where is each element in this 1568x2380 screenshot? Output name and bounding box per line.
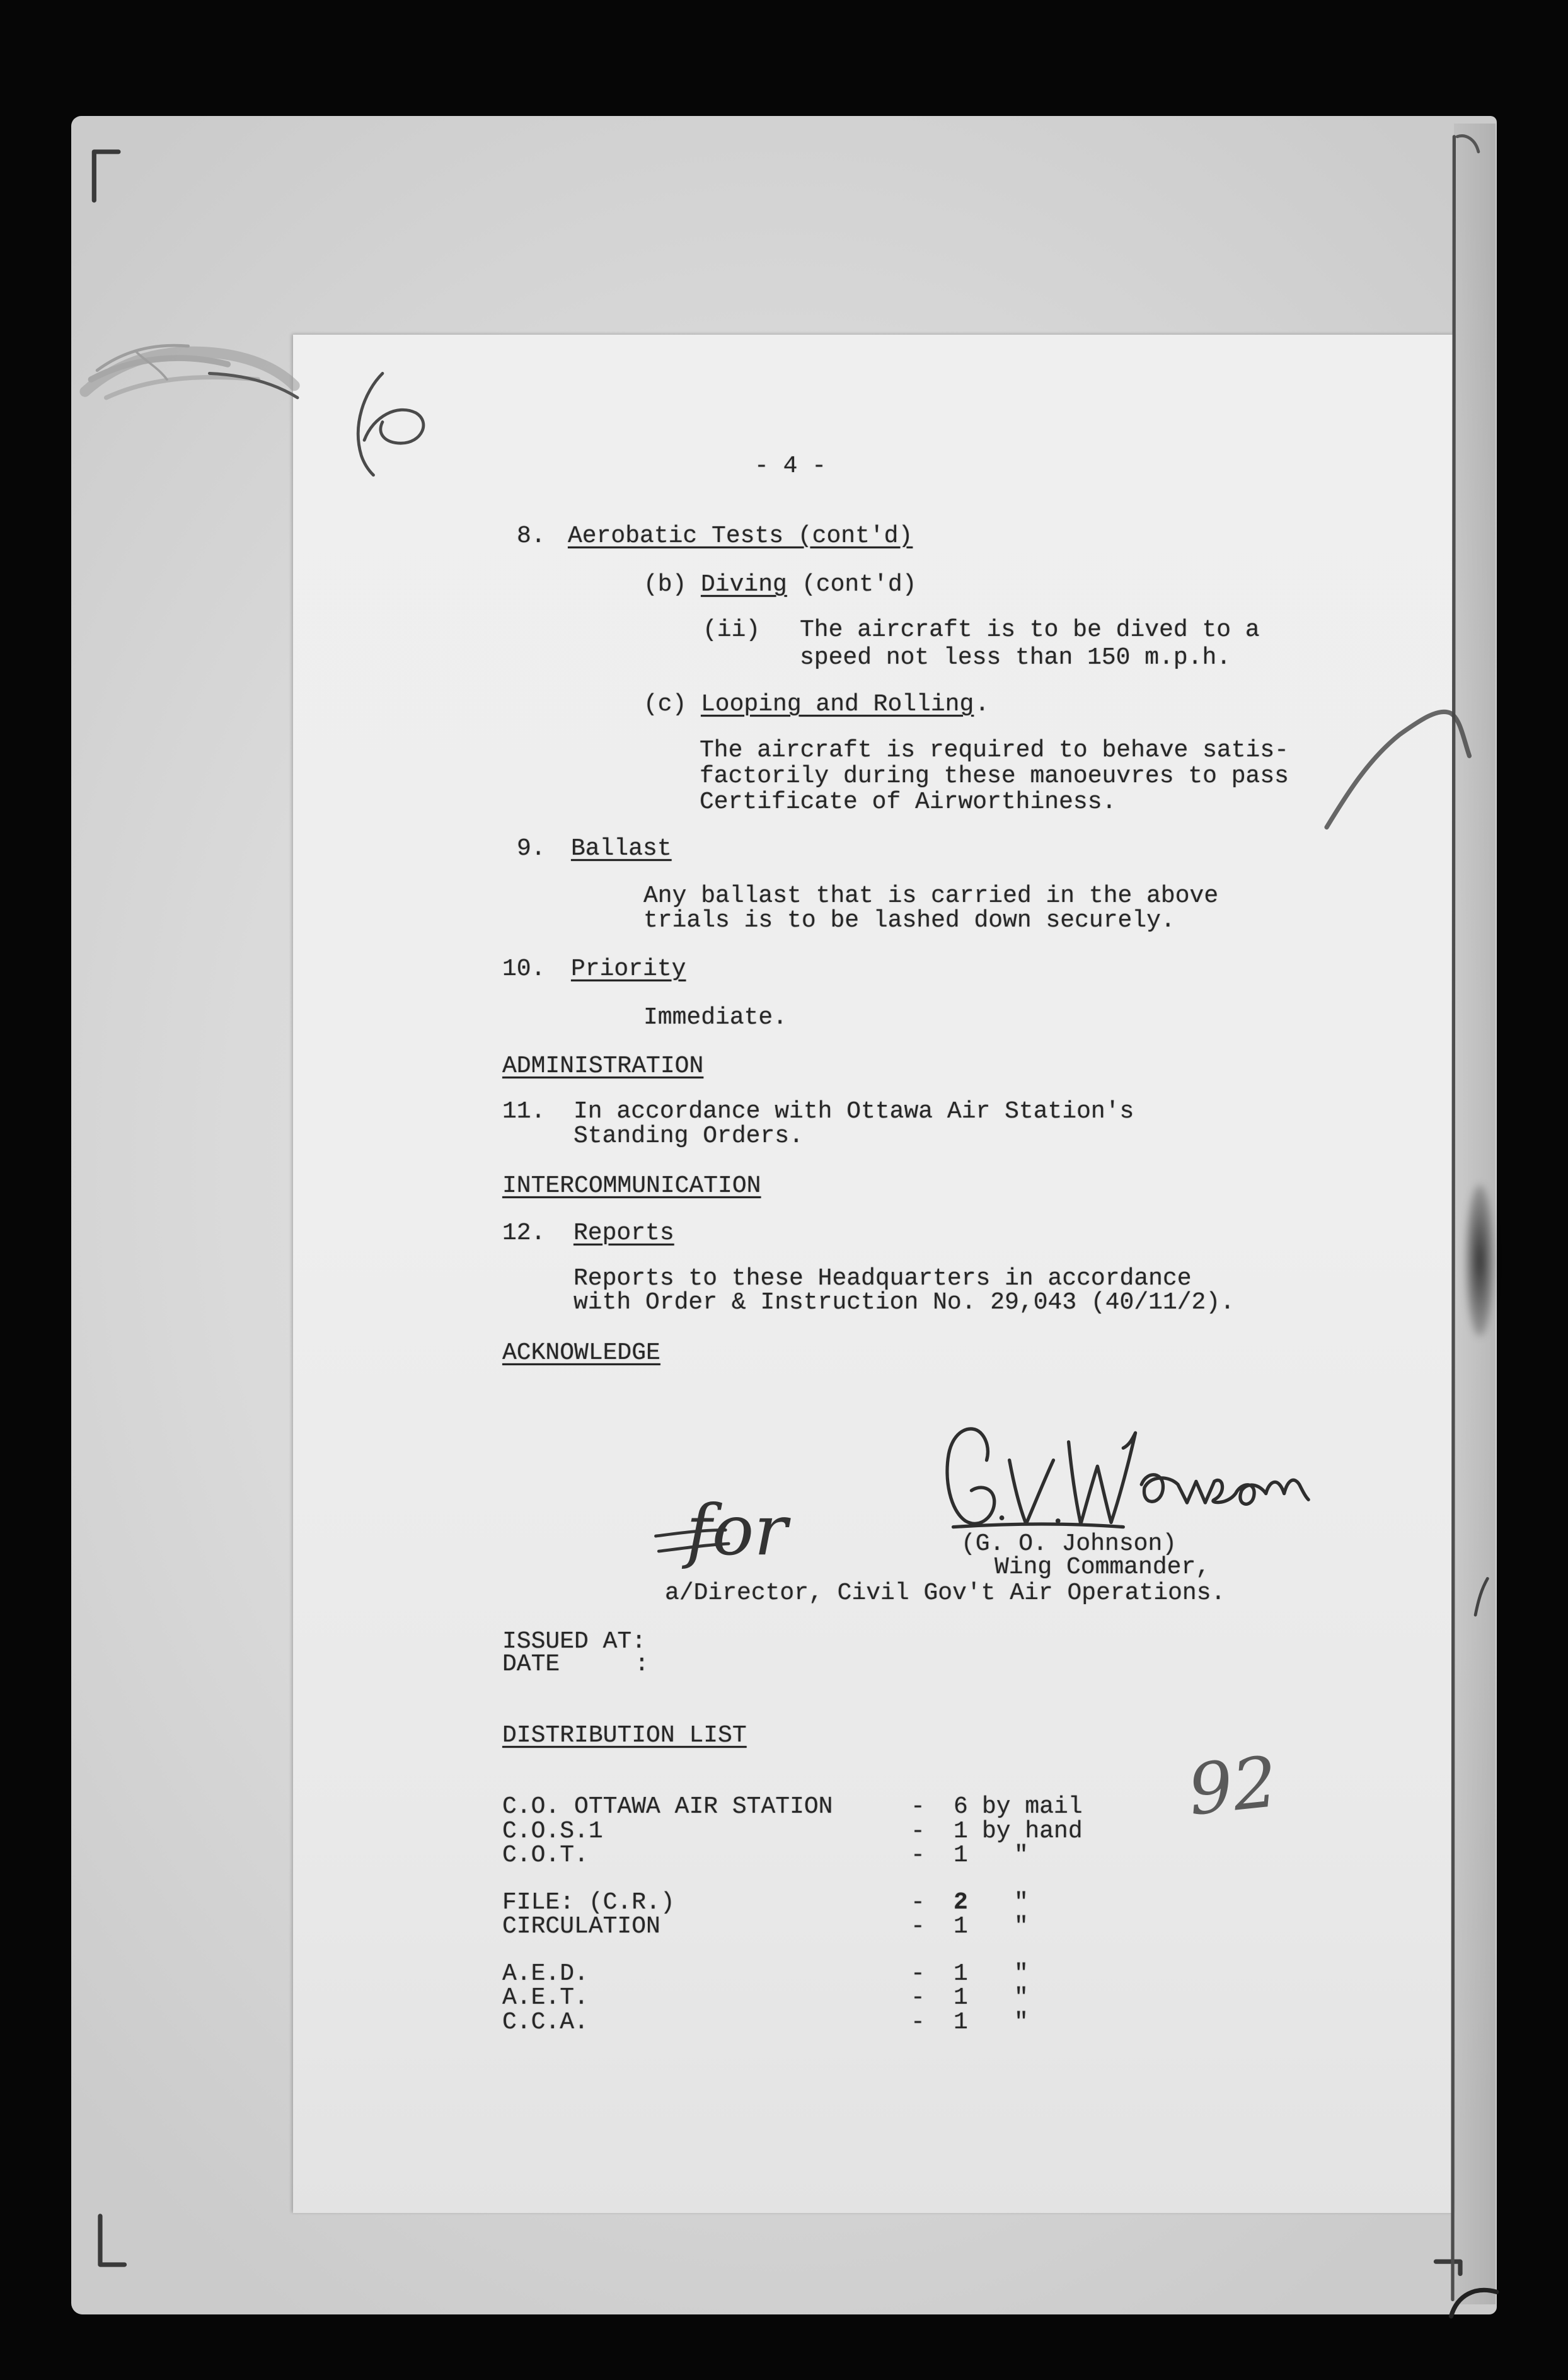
handwritten-page-mark [358, 373, 424, 475]
intercommunication-heading: INTERCOMMUNICATION [502, 1172, 761, 1199]
paragraph-line: factorily during these manoeuvres to pass [700, 763, 1289, 790]
signatory-rank: Wing Commander, [994, 1554, 1211, 1581]
handwritten-annotation: 92 [1184, 1741, 1281, 1832]
dash: - [911, 1793, 925, 1820]
copies: 1 [954, 2009, 968, 2036]
dash: - [911, 2009, 925, 2036]
copies: 1 [954, 1818, 968, 1845]
method-ditto: " [1014, 1960, 1029, 1987]
paragraph-line: In accordance with Ottawa Air Station's [574, 1098, 1134, 1125]
recipient: C.C.A. [502, 2009, 589, 2036]
method-ditto: " [1014, 2009, 1029, 2036]
recipient: C.O.T. [502, 1842, 589, 1869]
method-ditto: " [1014, 1889, 1029, 1916]
copies: 1 [954, 1960, 968, 1987]
item-text-line: speed not less than 150 m.p.h. [800, 644, 1231, 671]
recipient: CIRCULATION [502, 1913, 660, 1940]
subsection-title: Diving [701, 571, 787, 598]
corner-mark-top-right [1457, 136, 1479, 152]
section-number: 12. [502, 1220, 546, 1247]
recipient: C.O.S.1 [502, 1818, 603, 1845]
handwritten-for: for [686, 1489, 788, 1571]
copies: 1 [954, 1984, 968, 2011]
item-label: (ii) [703, 616, 761, 644]
acknowledge-heading: ACKNOWLEDGE [502, 1339, 660, 1366]
signature-dot [1000, 1515, 1005, 1520]
signatory-name: (G. O. Johnson) [961, 1530, 1177, 1557]
copies: 1 [954, 1913, 968, 1940]
pen-stroke-right [1327, 712, 1469, 827]
paragraph-line: Immediate. [643, 1004, 788, 1031]
subsection-label: (c) [643, 691, 687, 718]
section-number: 11. [502, 1098, 546, 1125]
subsection-suffix: (cont'd) [802, 571, 917, 598]
paragraph-line: Any ballast that is carried in the above [643, 882, 1219, 910]
paragraph-line: trials is to be lashed down securely. [643, 907, 1175, 934]
section-title: Priority [571, 956, 686, 983]
handwritten-signature [947, 1429, 1308, 1527]
backing-sheet-edge-line [1453, 137, 1454, 2300]
dash: - [911, 1889, 925, 1916]
method: by hand [982, 1818, 1083, 1845]
dash: - [911, 1818, 925, 1845]
recipient: C.O. OTTAWA AIR STATION [502, 1793, 833, 1820]
distribution-heading: DISTRIBUTION LIST [502, 1722, 747, 1749]
subsection-suffix: . [975, 691, 989, 718]
date-separator: : [635, 1651, 649, 1678]
paragraph-line: Certificate of Airworthiness. [700, 789, 1117, 816]
paragraph-line: with Order & Instruction No. 29,043 (40/11/2). [574, 1289, 1235, 1316]
item-text-line: The aircraft is to be dived to a [800, 616, 1260, 644]
method-ditto: " [1014, 1842, 1029, 1869]
recipient: A.E.T. [502, 1984, 589, 2011]
method-ditto: " [1014, 1984, 1029, 2011]
signatory-office: a/Director, Civil Gov't Air Operations. [665, 1580, 1226, 1607]
recipient: FILE: (C.R.) [502, 1889, 675, 1916]
method: by mail [982, 1793, 1083, 1820]
corner-mark-bottom-left [100, 2216, 125, 2265]
subsection-title: Looping and Rolling [701, 691, 974, 718]
dash: - [911, 1960, 925, 1987]
dash: - [911, 1984, 925, 2011]
copies: 2 [954, 1889, 968, 1916]
pen-mark-right [1475, 1578, 1487, 1615]
section-number: 10. [502, 956, 546, 983]
copies: 1 [954, 1842, 968, 1869]
section-number: 8. [517, 523, 546, 550]
method-ditto: " [1014, 1913, 1029, 1940]
corner-mark-bottom-right [1436, 2262, 1460, 2273]
section-title: Aerobatic Tests (cont'd) [568, 523, 913, 550]
recipient: A.E.D. [502, 1960, 589, 1987]
page-number: - 4 - [754, 453, 827, 480]
section-number: 9. [517, 835, 546, 862]
dash: - [911, 1842, 925, 1869]
section-title: Ballast [571, 835, 672, 862]
signature-dot [1056, 1518, 1061, 1523]
administration-heading: ADMINISTRATION [502, 1053, 704, 1080]
subsection-label: (b) [643, 571, 687, 598]
film-scratch-bottom-right [1451, 2290, 1497, 2316]
section-title: Reports [574, 1220, 674, 1247]
paragraph-line: The aircraft is required to behave satis- [700, 737, 1289, 764]
paragraph-line: Standing Orders. [574, 1123, 804, 1150]
issued-at-label: ISSUED AT: [502, 1628, 647, 1655]
dash: - [911, 1913, 925, 1940]
paragraph-line: Reports to these Headquarters in accordance [574, 1265, 1192, 1292]
date-label: DATE [502, 1651, 560, 1678]
copies: 6 [954, 1793, 968, 1820]
torn-paper-fibres [85, 345, 294, 398]
corner-mark-top-left [94, 152, 118, 200]
